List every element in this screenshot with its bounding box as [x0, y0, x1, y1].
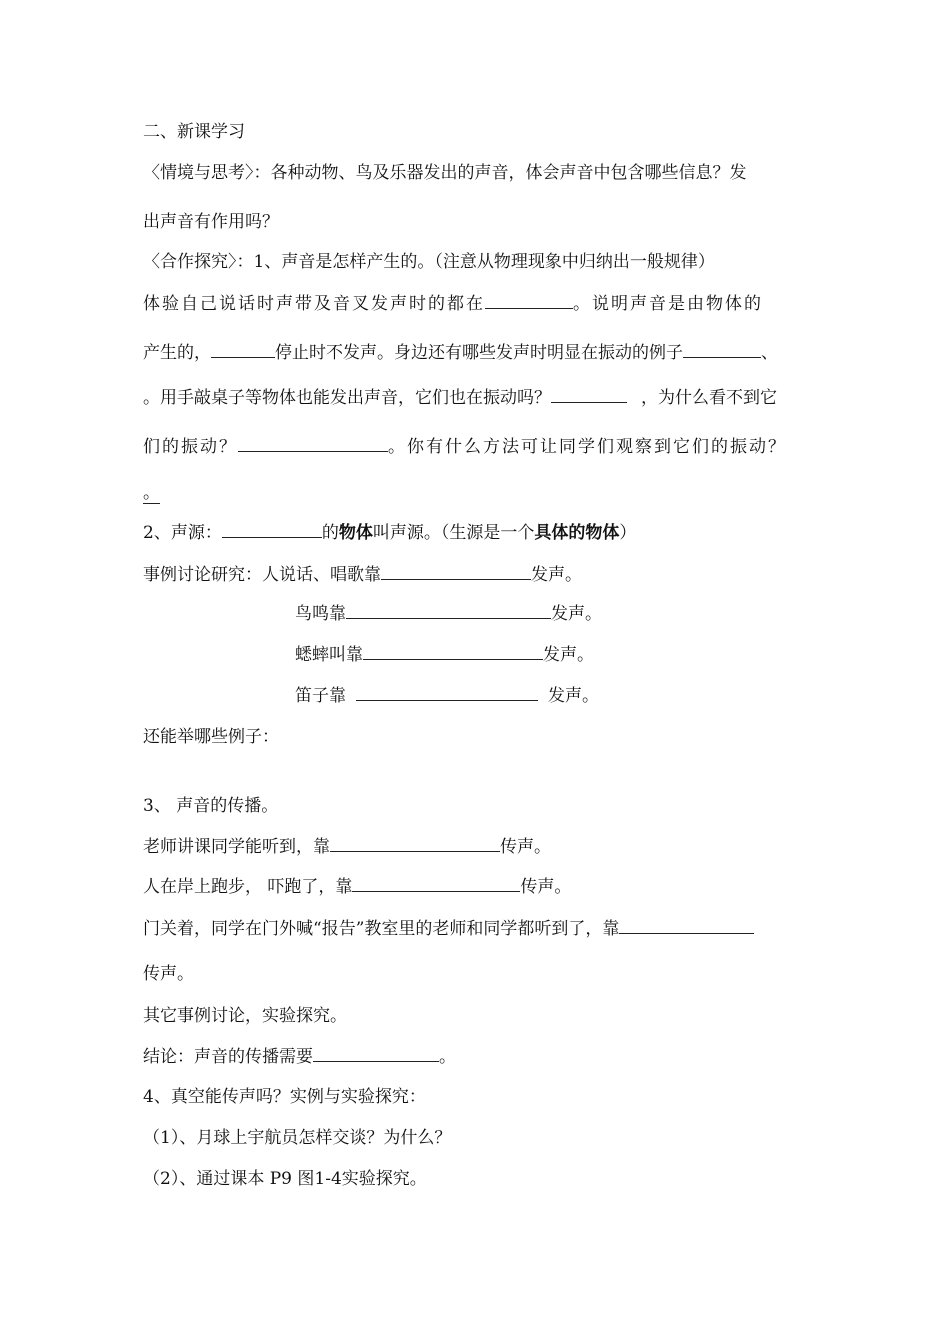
q1-line-1: [143, 291, 763, 316]
q2-bird: [295, 601, 602, 626]
q1-line-4: [143, 434, 787, 459]
fill-blank[interactable]: [381, 562, 531, 580]
q2-text: 叫声源。（生源是一个: [372, 523, 535, 543]
fill-blank[interactable]: [238, 434, 388, 452]
q2-text: 发声。: [543, 645, 594, 665]
q2-text: ）: [619, 523, 637, 543]
fill-blank[interactable]: [363, 642, 543, 660]
q3-shore: [143, 874, 571, 899]
q4-item-2: （2）、通过课本 P9 图1-4实验探究。: [143, 1169, 427, 1189]
q2-text: 发声。: [548, 686, 599, 706]
q4-item-1: （1）、月球上宇航员怎样交谈？为什么？: [143, 1128, 452, 1148]
q3-text: 传声。: [520, 877, 572, 897]
q2-text: 2、声源：: [143, 523, 222, 543]
q2-more: 还能举哪些例子：: [143, 727, 279, 747]
fill-blank[interactable]: [551, 385, 627, 403]
q3-text: 结论：声音的传播需要: [143, 1047, 313, 1067]
q3-other: 其它事例讨论，实验探究。: [143, 1006, 347, 1026]
fill-blank[interactable]: [683, 340, 761, 358]
q2-text: 事例讨论研究：人说话、唱歌靠: [143, 565, 381, 585]
q1-text: 体验自己说话时声带及音叉发声时的都在: [143, 294, 485, 314]
q2-discuss: [143, 562, 582, 587]
q2-text: 鸟鸣靠: [295, 604, 346, 624]
q3-title: 3、 声音的传播。: [143, 796, 279, 816]
section-title: 二、新课学习: [143, 122, 245, 142]
q4-title: 4、真空能传声吗？实例与实验探究：: [143, 1087, 426, 1107]
q3-text: 人在岸上跑步， 吓跑了，靠: [143, 877, 353, 897]
q2-flute: [295, 683, 599, 708]
coop-heading: 〈合作探究〉：1、声音是怎样产生的。（注意从物理现象中归纳出一般规律）: [143, 252, 715, 272]
q1-text: ，为什么看不到它: [641, 388, 777, 408]
fill-blank[interactable]: [619, 916, 754, 934]
q2-text: 笛子靠: [295, 686, 346, 706]
fill-blank[interactable]: [330, 834, 500, 852]
q1-text: 停止时不发声。身边还有哪些发声时明显在振动的例子: [275, 343, 683, 363]
fill-blank[interactable]: [356, 683, 538, 701]
q2-text: 蟋蟀叫靠: [295, 645, 363, 665]
q1-text: 、: [761, 343, 778, 363]
q3-text: 传声。: [500, 837, 551, 857]
q1-text: 。你有什么方法可让同学们观察到它们的振动？: [388, 437, 787, 457]
fill-blank[interactable]: [211, 340, 275, 358]
fill-blank[interactable]: [346, 601, 551, 619]
q1-text: 。说明声音是由物体的: [573, 294, 763, 314]
fill-blank[interactable]: [222, 520, 322, 538]
fill-blank[interactable]: [352, 874, 520, 892]
q1-line-2: [143, 340, 778, 365]
q3-door: [143, 916, 754, 941]
q3-text: 老师讲课同学能听到，靠: [143, 837, 330, 857]
q1-text: 们的振动？: [143, 437, 238, 457]
scenario-line-1: 〈情境与思考〉：各种动物、鸟及乐器发出的声音，体会声音中包含哪些信息？发: [143, 163, 747, 183]
q3-text: 门关着，同学在门外喊“报告”教室里的老师和同学都听到了，靠: [143, 919, 620, 939]
q2-text: 发声。: [531, 565, 582, 585]
q3-teacher: [143, 834, 551, 859]
q1-line-5: [143, 481, 160, 505]
q1-text: 。: [143, 483, 160, 503]
fill-blank[interactable]: [485, 291, 573, 309]
q3-text: 。: [439, 1047, 456, 1067]
q2-text: 的: [321, 523, 339, 543]
q2-bold-text: 物体: [338, 523, 373, 543]
q2-bold-text: 具体的物体: [534, 523, 620, 543]
q2-text: 发声。: [551, 604, 602, 624]
q2-line: [143, 520, 636, 545]
q1-text: 。用手敲桌子等物体也能发出声音，它们也在振动吗？: [143, 388, 551, 408]
q3-conclusion: [143, 1044, 456, 1069]
q2-cricket: [295, 642, 594, 667]
fill-blank[interactable]: [313, 1044, 439, 1062]
q1-line-3: [143, 385, 777, 410]
q3-door-2: 传声。: [143, 964, 194, 984]
scenario-line-2: 出声音有作用吗？: [143, 212, 279, 232]
q1-text: 产生的，: [143, 343, 211, 363]
